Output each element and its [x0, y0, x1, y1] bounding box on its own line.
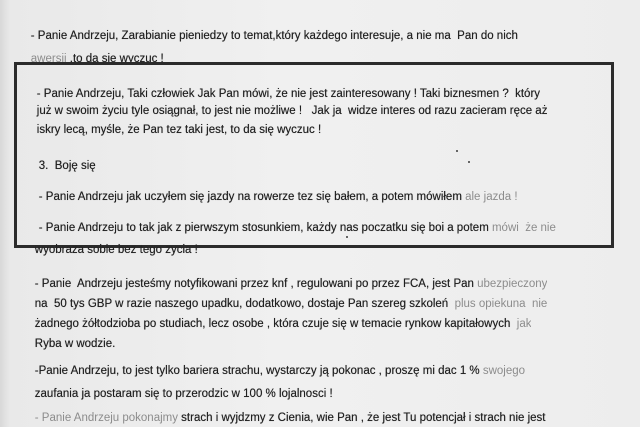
scan-speck — [468, 161, 470, 163]
line-text: żadnego żółtodzioba po studiach, lecz osobe , która czuje się w temacie rynkow kapitałowych — [34, 318, 517, 330]
line-text-faded: - Panie Andrzeju pokonajmy — [34, 412, 178, 424]
line-text: 3. Boję się — [38, 160, 96, 172]
line-text: strach i wyjdzmy z Cienia, wie Pan , że jest Tu potencjał i strach nie jest — [177, 412, 546, 424]
line-text-faded: ubezpieczony — [477, 278, 548, 290]
line-text: na 50 tys GBP w razie naszego upadku, dodatkowo, dostaje Pan szereg szkoleń — [34, 298, 455, 310]
line-text-faded: ale jazda ! — [465, 191, 518, 203]
line-text: zaufania ja postaram się to przerodzic w 100 % lojalnosci ! — [34, 388, 333, 400]
line-text: wyobraza sobie bez tego zycia ! — [34, 244, 198, 256]
line-text-faded: plus opiekuna nie — [454, 298, 548, 310]
line-text: -Panie Andrzeju, to jest tylko bariera strachu, wystarczy ją pokonac , proszę mi dac 1 % — [34, 365, 483, 377]
line-text: ,to da się wyczuc ! — [66, 53, 164, 65]
line-text-faded: swojego — [482, 365, 526, 377]
scan-speck — [346, 236, 348, 238]
line-text: - Panie Andrzeju jak uczyłem się jazdy na rowerze tez się bałem, a potem mówiłem — [38, 191, 466, 203]
line-text: Ryba w wodzie. — [34, 338, 116, 350]
line-text: już w swoim życiu tyle osiągnał, to jest nie możliwe ! Jak ja widze interes od razu zacieram ręce aż — [36, 105, 548, 117]
line-text: - Panie Andrzeju jesteśmy notyfikowani przez knf , regulowani po przez FCA, jest Pan — [34, 278, 478, 290]
line-text: - Panie Andrzeju, Taki człowiek Jak Pan mówi, że nie jest zainteresowany ! Taki biznesmen ? który — [36, 88, 541, 100]
text-line-cut-off — [22, 397, 546, 427]
line-text-faded: jak — [516, 318, 532, 330]
line-text-faded: awersji — [30, 53, 67, 65]
line-text: - Panie Andrzeju to tak jak z pierwszym stosunkiem, każdy nas poczatku się boi a potem — [38, 222, 492, 234]
scan-speck — [456, 150, 458, 152]
line-text: - Panie Andrzeju, Zarabianie pieniedzy to temat,który każdego interesuje, a nie ma Pan do nich — [30, 30, 518, 42]
line-text-faded: mówi że nie — [491, 222, 556, 234]
line-text: iskry lecą, myśle, że Pan tez taki jest, to da się wyczuc ! — [36, 124, 322, 136]
